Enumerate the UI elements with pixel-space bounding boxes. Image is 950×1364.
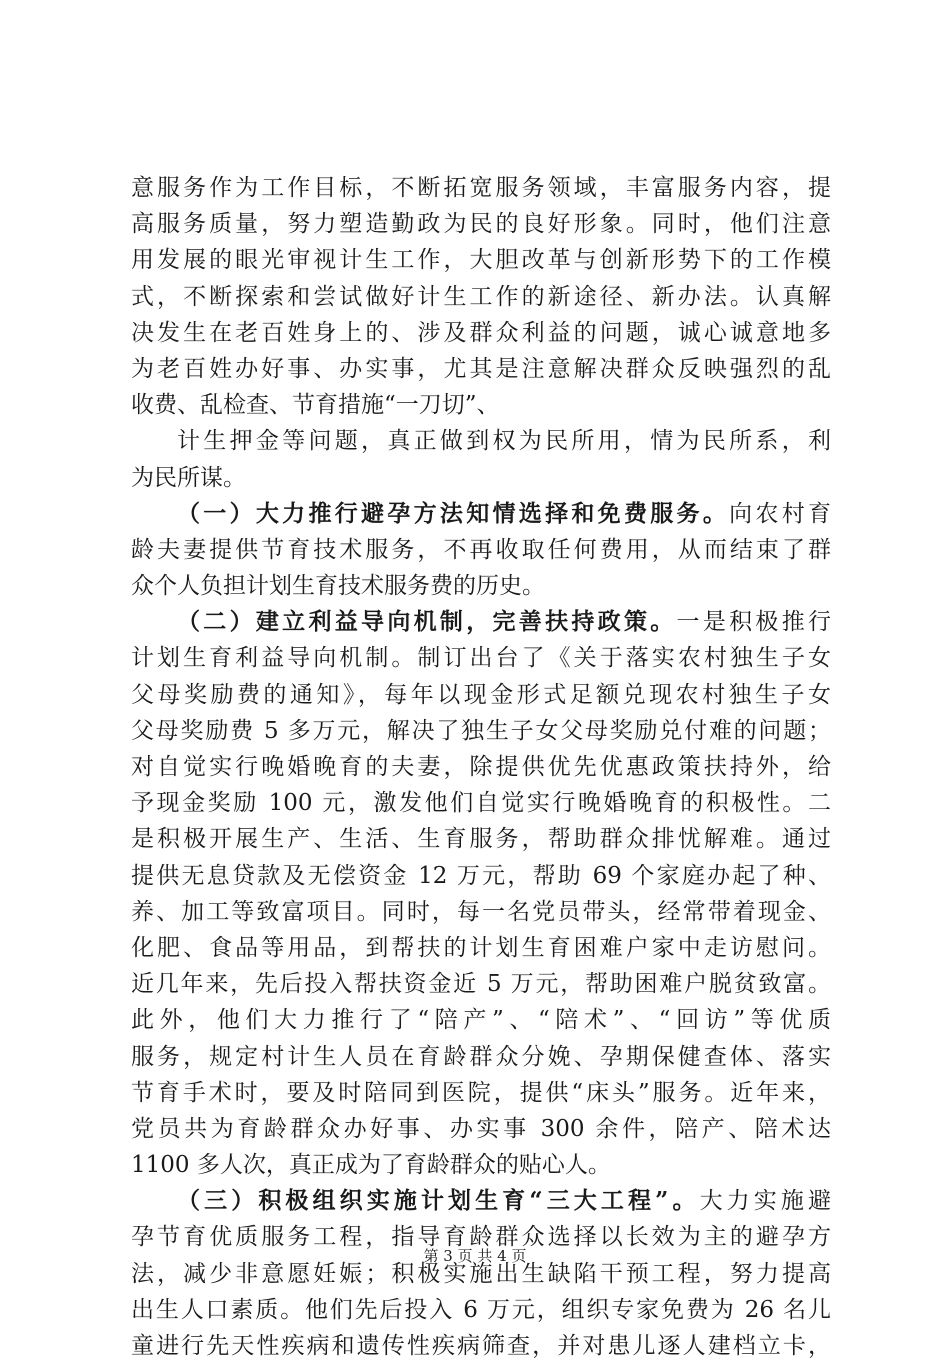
text-line: 孕节育优质服务工程，指导育龄群众选择以长效为主的避孕方: [131, 1224, 831, 1251]
text-line: 养、加工等致富项目。同时，每一名党员带头，经常带着现金、: [131, 898, 831, 925]
section-two-first-line: [131, 604, 831, 640]
section-three-text: 大力实施避: [699, 1188, 831, 1215]
text-line: 式，不断探索和尝试做好计生工作的新途径、新办法。认真解: [131, 283, 831, 310]
section-two-heading: （二）建立利益导向机制，完善扶持政策。: [177, 608, 677, 636]
document-body: [131, 170, 831, 1364]
text-line: 化肥、食品等用品，到帮扶的计划生育困难户家中走访慰问。: [131, 934, 831, 961]
text-line: 近几年来，先后投入帮扶资金近 5 万元，帮助困难户脱贫致富。: [131, 971, 831, 998]
section-three-first-line: [131, 1183, 831, 1219]
text-line: 为民所谋。: [131, 464, 246, 491]
text-line: 党员共为育龄群众办好事、办实事 300 余件，陪产、陪术达: [131, 1115, 831, 1142]
text-line: 为老百姓办好事、办实事，尤其是注意解决群众反映强烈的乱: [131, 355, 831, 382]
section-one-first-line: [131, 496, 831, 532]
text-line: 决发生在老百姓身上的、涉及群众利益的问题，诚心诚意地多: [131, 319, 831, 346]
section-two: [131, 604, 831, 1183]
section-three: [131, 1183, 831, 1364]
text-line: 1100 多人次，真正成为了育龄群众的贴心人。: [131, 1152, 611, 1179]
page-footer: 第 3 页 共 4 页: [423, 1247, 527, 1265]
text-line: 意服务作为工作目标，不断拓宽服务领域，丰富服务内容，提: [131, 175, 831, 201]
text-line: 节育手术时，要及时陪同到医院，提供“床头”服务。近年来，: [131, 1079, 831, 1106]
section-one-text: 向农村育: [729, 500, 832, 527]
text-line: 是积极开展生产、生活、生育服务，帮助群众排忧解难。通过: [131, 826, 831, 853]
section-two-text: 一是积极推行: [676, 609, 832, 636]
text-line: 对自觉实行晚婚晚育的夫妻，除提供优先优惠政策扶持外，给: [131, 754, 831, 780]
text-line: 法，减少非意愿妊娠；积极实施出生缺陷干预工程，努力提高: [131, 1260, 831, 1287]
text-line: 童进行先天性疾病和遗传性疾病筛查，并对患儿逐人建档立卡，: [131, 1333, 831, 1359]
text-line: 提供无息贷款及无偿资金 12 万元，帮助 69 个家庭办起了种、: [131, 862, 831, 889]
text-line: 高服务质量，努力塑造勤政为民的良好形象。同时，他们注意: [131, 211, 831, 238]
paragraph-deposit: [131, 423, 831, 495]
text-line: 收费、乱检查、节育措施“一刀切”、: [131, 392, 500, 419]
text-line: 服务，规定村计生人员在育龄群众分娩、孕期保健查体、落实: [131, 1043, 831, 1070]
text-line: 计生押金等问题，真正做到权为民所用，情为民所系，利: [177, 428, 831, 455]
text-line: 出生人口素质。他们先后投入 6 万元，组织专家免费为 26 名儿: [131, 1296, 831, 1323]
paragraph-intro: [131, 170, 831, 423]
text-line: 予现金奖励 100 元，激发他们自觉实行晚婚晚育的积极性。二: [131, 790, 831, 817]
text-line: 众个人负担计划生育技术服务费的历史。: [131, 573, 545, 600]
text-line: 计划生育利益导向机制。制订出台了《关于落实农村独生子女: [131, 645, 831, 672]
section-one-heading: （一）大力推行避孕方法知情选择和免费服务。: [177, 499, 730, 527]
text-line: 龄夫妻提供节育技术服务，不再收取任何费用，从而结束了群: [131, 536, 831, 563]
section-one: [131, 496, 831, 605]
text-line: 父母奖励费 5 多万元，解决了独生子女父母奖励兑付难的问题；: [131, 717, 831, 744]
text-line: 此外，他们大力推行了“陪产”、“陪术”、“回访”等优质: [131, 1007, 831, 1034]
text-line: 用发展的眼光审视计生工作，大胆改革与创新形势下的工作模: [131, 247, 831, 274]
text-line: 父母奖励费的通知》，每年以现金形式足额兑现农村独生子女: [131, 681, 831, 708]
section-three-heading: （三）积极组织实施计划生育“三大工程”。: [177, 1187, 700, 1215]
